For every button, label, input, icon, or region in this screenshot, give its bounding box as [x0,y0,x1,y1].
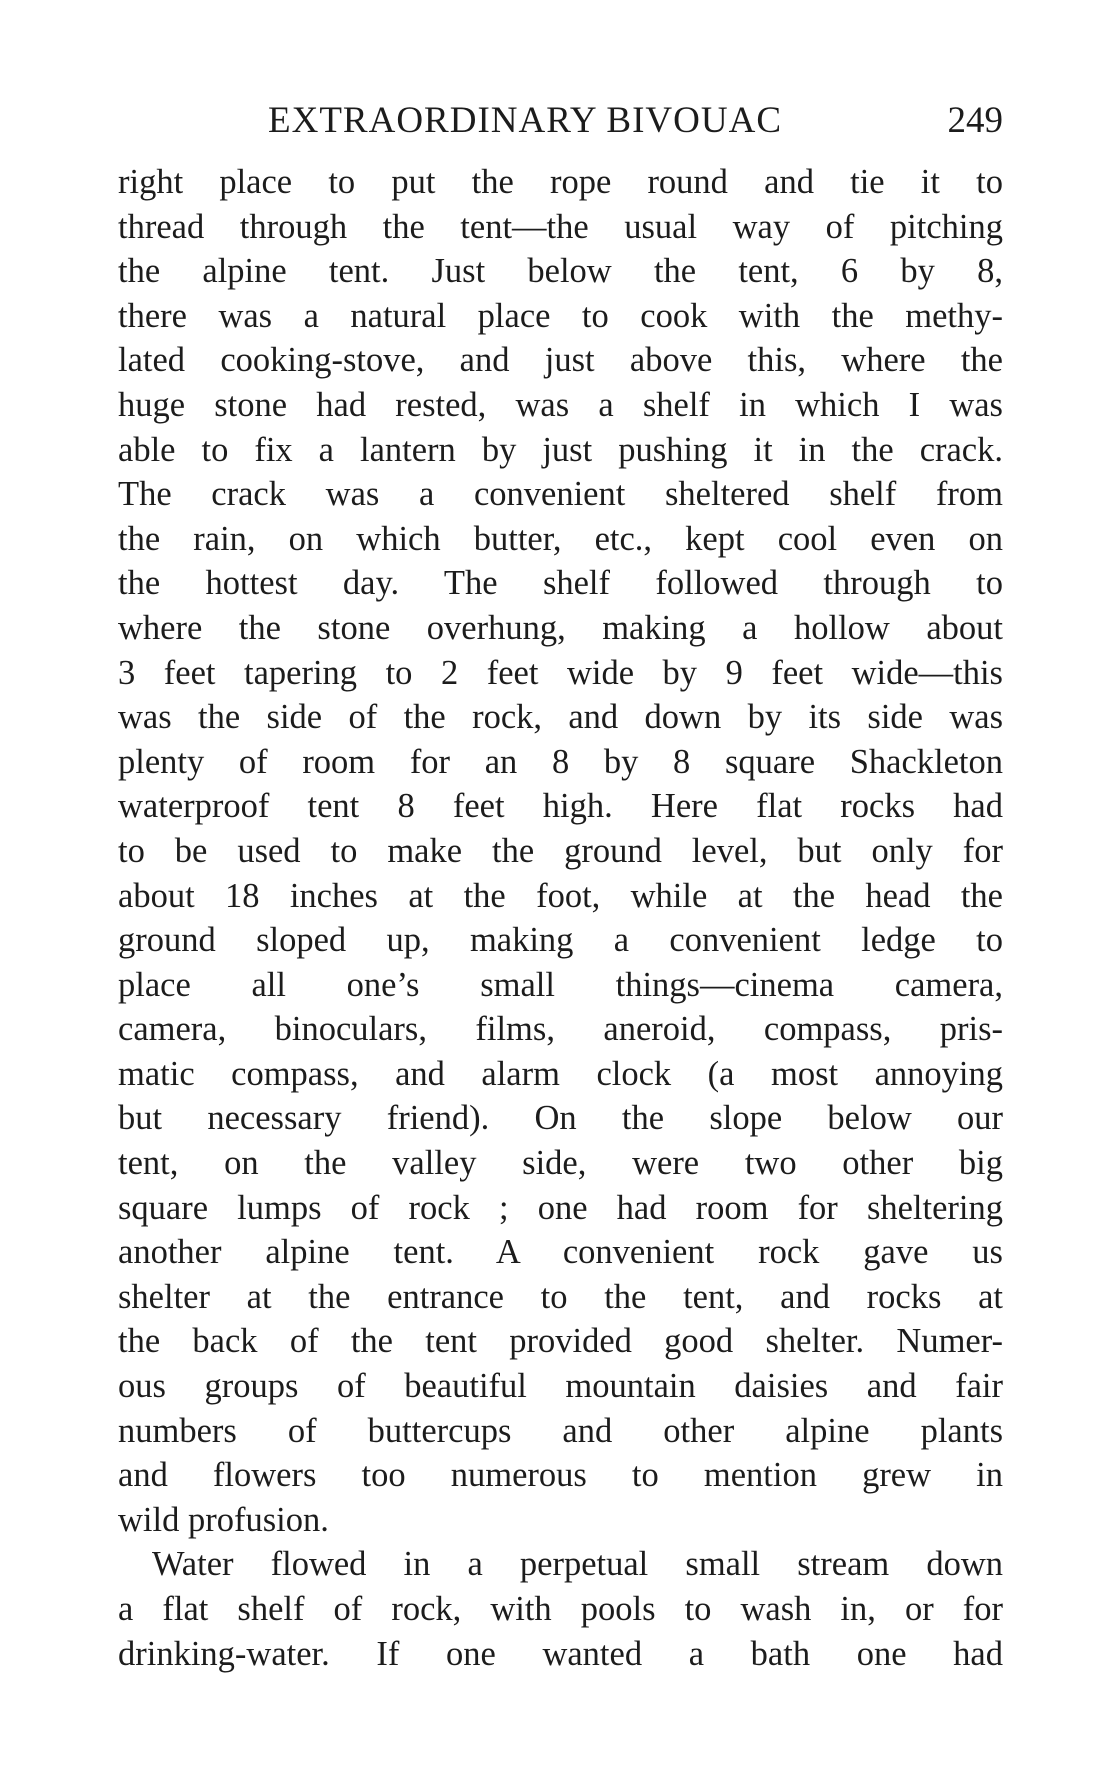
text-line: another alpine tent. A convenient rock gave us [118,1233,1003,1272]
paragraph-1 [118,160,1003,1542]
paragraph-2 [118,1542,1003,1676]
text-line: the rain, on which butter, etc., kept cool even on [118,519,1003,558]
running-head [118,96,1003,146]
text-line: numbers of buttercups and other alpine plants [118,1411,1003,1450]
page-number: 249 [947,100,1003,141]
text-line: but necessary friend). On the slope below our [118,1099,1003,1138]
body-text [118,160,1003,1676]
text-line: the hottest day. The shelf followed through to [118,564,1003,603]
text-line: where the stone overhung, making a hollow about [118,608,1003,647]
text-line: shelter at the entrance to the tent, and rocks at [118,1277,1003,1316]
text-line: lated cooking-stove, and just above this, where the [118,341,1003,380]
text-line: huge stone had rested, was a shelf in which I was [118,385,1003,424]
text-line: to be used to make the ground level, but only for [118,831,1003,870]
text-line: there was a natural place to cook with the methy- [118,296,1003,335]
text-line: place all one’s small things—cinema camera, [118,965,1003,1004]
text-line: able to fix a lantern by just pushing it in the crack. [118,430,1003,469]
text-line: about 18 inches at the foot, while at the head the [118,876,1003,915]
text-line: was the side of the rock, and down by its side was [118,698,1003,737]
text-line: drinking-water. If one wanted a bath one had [118,1634,1003,1673]
text-line: ground sloped up, making a convenient ledge to [118,921,1003,960]
text-line: ous groups of beautiful mountain daisies and fair [118,1367,1003,1406]
text-line: a flat shelf of rock, with pools to wash in, or for [118,1590,1003,1628]
text-line: and flowers too numerous to mention grew in [118,1456,1003,1495]
text-line: Water flowed in a perpetual small stream down [152,1545,1003,1584]
text-line: the alpine tent. Just below the tent, 6 by 8, [118,252,1003,291]
running-title: EXTRAORDINARY BIVOUAC [268,100,782,141]
text-line: wild profusion. [118,1500,329,1539]
text-line: camera, binoculars, films, aneroid, compass, pris- [118,1010,1003,1049]
text-line: matic compass, and alarm clock (a most annoying [118,1054,1003,1093]
text-line: The crack was a convenient sheltered shelf from [118,475,1003,514]
text-line: plenty of room for an 8 by 8 square Shackleton [118,742,1003,781]
text-line: 3 feet tapering to 2 feet wide by 9 feet wide—this [118,653,1003,692]
text-line: right place to put the rope round and tie it to [118,163,1003,201]
text-line: square lumps of rock ; one had room for sheltering [118,1188,1003,1227]
text-line: the back of the tent provided good shelter. Numer- [118,1322,1003,1361]
text-line: tent, on the valley side, were two other big [118,1144,1003,1183]
text-line: thread through the tent—the usual way of pitching [118,207,1003,246]
text-line: waterproof tent 8 feet high. Here flat rocks had [118,787,1003,826]
